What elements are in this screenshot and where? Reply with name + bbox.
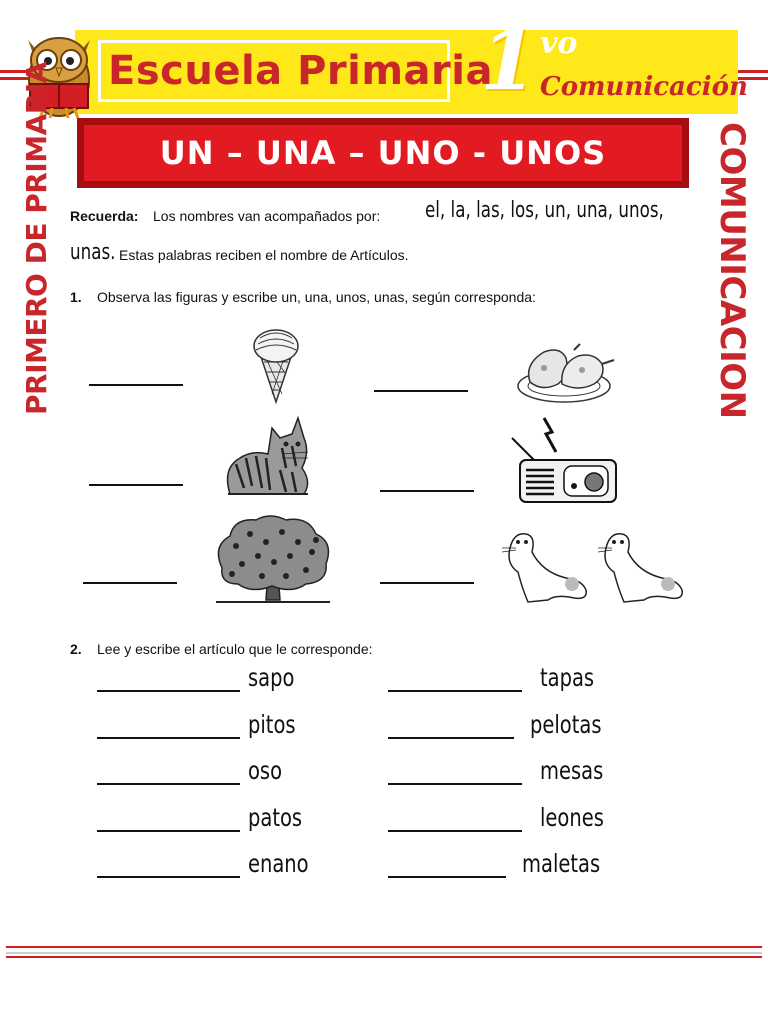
exercise1-number: 1.	[70, 289, 82, 305]
answer-blank	[97, 830, 240, 832]
reminder-label: Recuerda:	[70, 208, 139, 224]
answer-blank	[97, 690, 240, 692]
answer-blank	[380, 490, 474, 492]
reminder-text: Los nombres van acompañados por:	[153, 208, 381, 224]
answer-blank	[388, 737, 514, 739]
side-label-grade: PRIMERO DE PRIMARIA	[20, 62, 53, 415]
word-item: mesas	[540, 756, 604, 785]
grade-suffix: vo	[540, 26, 578, 61]
word-item: tapas	[540, 663, 595, 692]
answer-blank	[83, 582, 177, 584]
ice-cream-icon	[248, 324, 304, 404]
word-item: enano	[248, 849, 309, 878]
footer-rule	[6, 946, 762, 948]
exercise1-instruction: Observa las figuras y escribe un, una, unos, unas, según corresponda:	[97, 289, 536, 305]
page-title: UN – UNA – UNO - UNOS	[84, 125, 682, 181]
articles-list-line2: unas.	[70, 240, 116, 265]
answer-blank	[97, 876, 240, 878]
cat-icon	[222, 408, 316, 502]
sea-lions-icon	[496, 528, 690, 606]
answer-blank	[388, 876, 506, 878]
articles-list-line1: el, la, las, los, un, una, unos,	[425, 198, 664, 223]
side-label-subject: COMUNICACION	[712, 122, 752, 419]
reminder-definition: Estas palabras reciben el nombre de Artículos.	[119, 247, 409, 263]
answer-blank	[97, 783, 240, 785]
word-item: oso	[248, 756, 283, 785]
answer-blank	[388, 783, 522, 785]
word-item: pelotas	[530, 710, 602, 739]
exercise2-instruction: Lee y escribe el artículo que le corresponde:	[97, 641, 373, 657]
answer-blank	[380, 582, 474, 584]
exercise2-number: 2.	[70, 641, 82, 657]
tree-icon	[212, 512, 334, 604]
word-item: leones	[540, 803, 604, 832]
answer-blank	[388, 690, 522, 692]
answer-blank	[89, 484, 183, 486]
grade-number: 1	[480, 13, 538, 109]
word-item: sapo	[248, 663, 295, 692]
footer-rule	[6, 956, 762, 958]
answer-blank	[97, 737, 240, 739]
answer-blank	[388, 830, 522, 832]
radio-icon	[508, 416, 620, 506]
subject-label: Comunicación	[540, 72, 748, 102]
pears-plate-icon	[514, 342, 620, 406]
word-item: pitos	[248, 710, 296, 739]
brand-title: Escuela Primaria	[108, 48, 493, 94]
answer-blank	[89, 384, 183, 386]
answer-blank	[374, 390, 468, 392]
footer-rule-shadow	[6, 952, 762, 954]
word-item: patos	[248, 803, 303, 832]
word-item: maletas	[522, 849, 601, 878]
